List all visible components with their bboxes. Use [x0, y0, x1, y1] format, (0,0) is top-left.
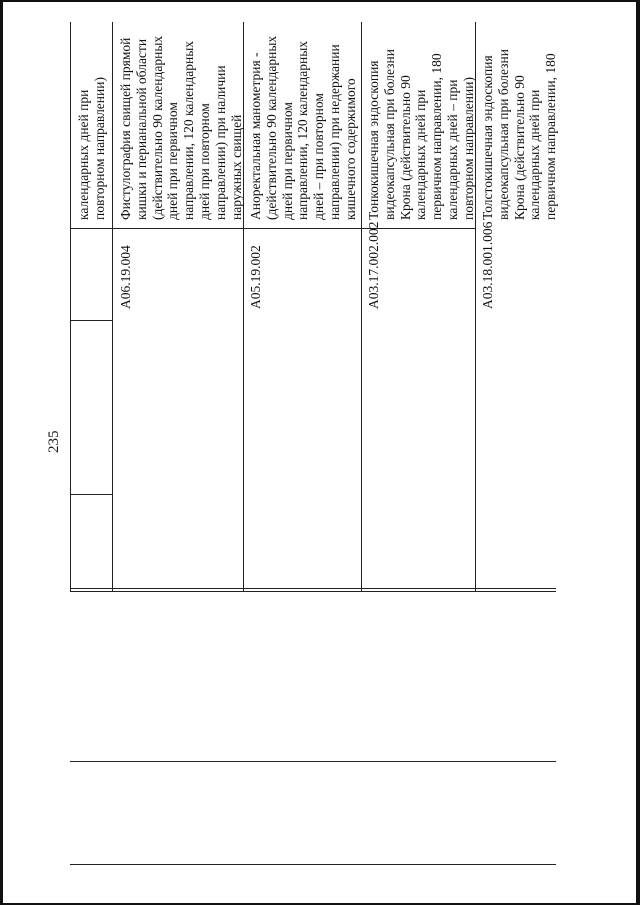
table-line: [70, 228, 475, 229]
service-description: Аноректальная манометрия - (действительно 90 календарных дней при первичном направлении, 120 календарных дней – при повторном направлении) при недержании кишечного содержимого: [248, 35, 358, 220]
service-code: A03.17.002.002: [366, 221, 381, 309]
table-line: [112, 22, 113, 592]
service-code: A05.19.002: [248, 245, 263, 309]
table-line: [70, 494, 112, 495]
service-description: Тонкокишечная эндоскопия видеокапсульная при болезни Крона (действительно 90 календарных дней при первичном направлении, 180 календарных дней – при повторном направлении): [366, 49, 476, 220]
service-description: Толстокишечная эндоскопия видеокапсульная при болезни Крона (действительно 90 календарных дней при первичном направлении, 180: [480, 49, 559, 220]
table-line: [70, 588, 556, 589]
table-line: [70, 864, 556, 865]
table-line: [70, 591, 556, 592]
table-line: [361, 22, 362, 592]
service-code: A03.18.001.006: [480, 221, 495, 309]
rotated-content: [25, 15, 605, 885]
table-line: [70, 320, 112, 321]
page-number: 235: [46, 430, 62, 453]
service-description: Фистулография свищей прямой кишки и перианальной области (действительно 90 календарных дней при первичном направлении, 120 календарных дней при повторном направлении) при наличии наружных свищей: [118, 35, 244, 220]
table-line: [70, 761, 556, 762]
scan-border-right: [636, 0, 640, 905]
top-row-text: календарных дней при повторном направлении): [76, 77, 107, 220]
scan-border-left: [0, 0, 3, 905]
table-line: [70, 22, 71, 592]
scan-border-top: [0, 0, 640, 2]
service-code: A06.19.004: [118, 245, 133, 309]
